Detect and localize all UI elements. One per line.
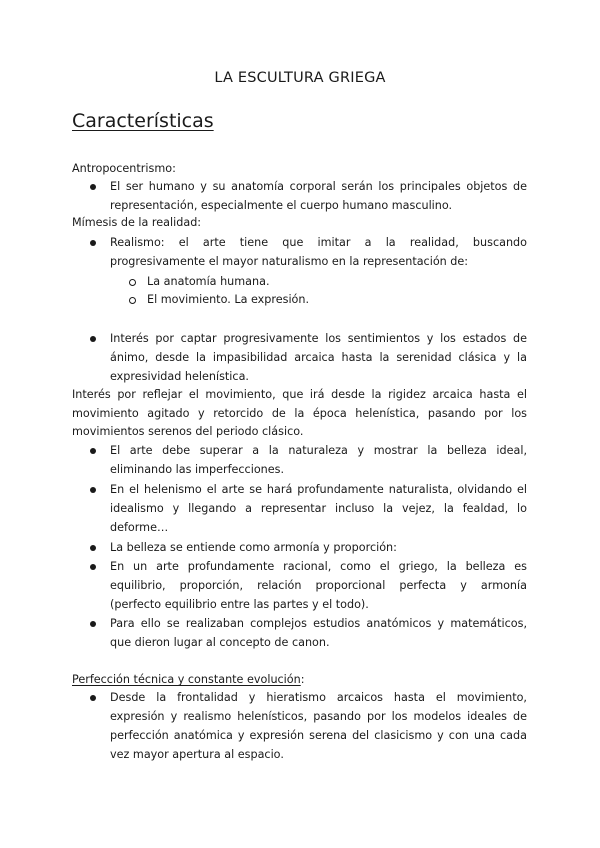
paragraph-line: La belleza se entiende como armonía y proporción: — [110, 541, 397, 554]
bullet-icon — [90, 240, 96, 246]
bullet-icon — [90, 695, 96, 701]
document-title: LA ESCULTURA GRIEGA — [214, 70, 386, 86]
paragraph-line: expresividad helenística. — [110, 370, 249, 383]
paragraph-line: ánimo, desde la impasibilidad arcaica hasta la serenidad clásica y la — [110, 351, 527, 364]
sub-bullet-icon — [129, 297, 136, 304]
paragraph-line: Para ello se realizaban complejos estudios anatómicos y matemáticos, — [110, 617, 527, 630]
subsection-heading-text: Perfección técnica y constante evolución — [72, 673, 301, 686]
paragraph-line: que dieron lugar al concepto de canon. — [110, 636, 330, 649]
paragraph-line: eliminando las imperfecciones. — [110, 463, 285, 476]
paragraph-line: Realismo: el arte tiene que imitar a la realidad, buscando — [110, 236, 527, 249]
bullet-icon — [90, 545, 96, 551]
bullet-icon — [90, 184, 96, 190]
paragraph-line: movimientos serenos del periodo clásico. — [72, 425, 304, 438]
paragraph-line: En el helenismo el arte se hará profundamente naturalista, olvidando el — [110, 483, 527, 496]
bullet-icon — [90, 487, 96, 493]
paragraph-line: perfección anatómica y expresión serena del clasicismo y con una cada — [110, 729, 527, 742]
paragraph-line: equilibrio, proporción, relación proporcional perfecta y armonía — [110, 579, 527, 592]
paragraph-line: Mímesis de la realidad: — [72, 216, 202, 229]
section-heading: Características — [72, 110, 214, 132]
paragraph-line: Desde la frontalidad y hieratismo arcaicos hasta el movimiento, — [110, 691, 527, 704]
paragraph-line: idealismo y llegando a representar incluso la vejez, la fealdad, lo — [110, 502, 527, 515]
paragraph-line: expresión y realismo helenísticos, pasando por los modelos ideales de — [110, 710, 527, 723]
subsection-heading-colon: : — [300, 673, 305, 686]
bullet-icon — [90, 336, 96, 342]
bullet-icon — [90, 564, 96, 570]
paragraph-line: Interés por reflejar el movimiento, que irá desde la rigidez arcaica hasta el — [72, 388, 527, 401]
paragraph-line: progresivamente el mayor naturalismo en la representación de: — [110, 255, 469, 268]
paragraph-line: El arte debe superar a la naturaleza y mostrar la belleza ideal, — [110, 444, 527, 457]
paragraph-line: El ser humano y su anatomía corporal serán los principales objetos de — [110, 180, 527, 193]
bullet-icon — [90, 621, 96, 627]
paragraph-line: (perfecto equilibrio entre las partes y el todo). — [110, 598, 369, 611]
paragraph-line: representación, especialmente el cuerpo humano masculino. — [110, 199, 453, 212]
paragraph-line: vez mayor apertura al espacio. — [110, 748, 284, 761]
paragraph-line: Antropocentrismo: — [72, 162, 176, 175]
paragraph-line: La anatomía humana. — [147, 275, 270, 288]
paragraph-line: Interés por captar progresivamente los sentimientos y los estados de — [110, 332, 527, 345]
subsection-heading — [72, 670, 305, 689]
paragraph-line: En un arte profundamente racional, como el griego, la belleza es — [110, 560, 527, 573]
paragraph-line: movimiento agitado y retorcido de la época helenística, pasando por los — [72, 407, 527, 420]
sub-bullet-icon — [129, 279, 136, 286]
paragraph-line: El movimiento. La expresión. — [147, 293, 310, 306]
paragraph-line: deforme… — [110, 521, 169, 534]
bullet-icon — [90, 448, 96, 454]
